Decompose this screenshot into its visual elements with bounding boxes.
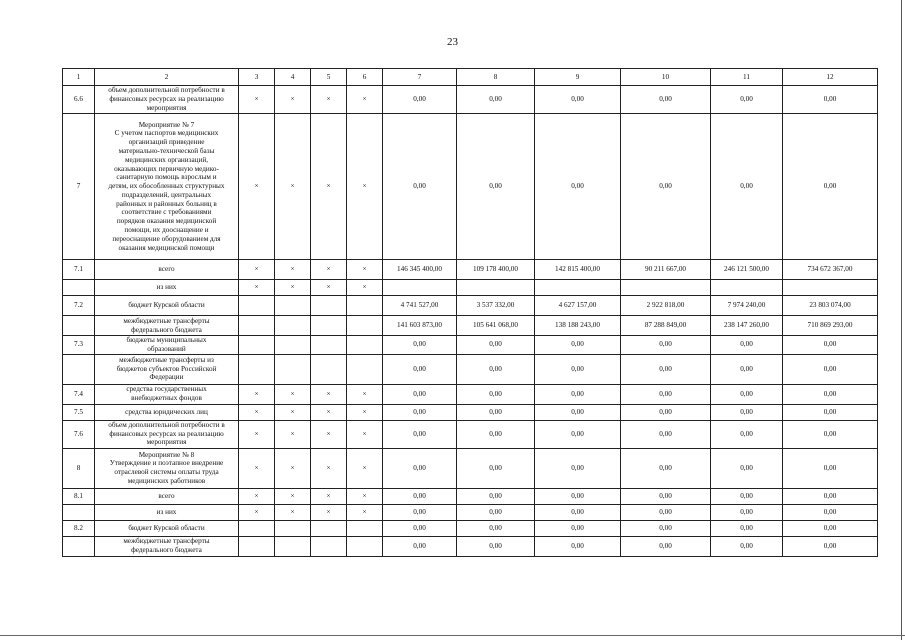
col9-value-cell: 0,00 xyxy=(535,354,621,384)
col12-value-cell: 0,00 xyxy=(783,114,878,260)
col5-cell: × xyxy=(311,404,347,420)
table-row xyxy=(63,280,878,296)
col11-value-cell: 0,00 xyxy=(711,488,783,504)
col5-cell xyxy=(311,354,347,384)
col3-cell: × xyxy=(239,114,275,260)
header-cell: 1 xyxy=(63,69,95,86)
header-cell: 5 xyxy=(311,69,347,86)
col11-value-cell: 246 121 500,00 xyxy=(711,260,783,280)
col4-cell: × xyxy=(275,86,311,114)
col8-value-cell: 0,00 xyxy=(457,420,535,448)
row-number-cell: 7.3 xyxy=(63,336,95,355)
col3-cell xyxy=(239,354,275,384)
col10-value-cell: 0,00 xyxy=(621,114,711,260)
col12-value-cell: 0,00 xyxy=(783,536,878,556)
row-number-cell: 7.6 xyxy=(63,420,95,448)
table-row xyxy=(63,520,878,536)
table-row xyxy=(63,504,878,520)
header-cell: 6 xyxy=(347,69,383,86)
col3-cell: × xyxy=(239,280,275,296)
col10-value-cell: 0,00 xyxy=(621,384,711,404)
col10-value-cell: 0,00 xyxy=(621,404,711,420)
col9-value-cell: 0,00 xyxy=(535,86,621,114)
col8-value-cell: 0,00 xyxy=(457,336,535,355)
table-row xyxy=(63,260,878,280)
col6-cell: × xyxy=(347,404,383,420)
col3-cell: × xyxy=(239,488,275,504)
row-description-cell: всего xyxy=(95,488,239,504)
col8-value-cell: 109 178 400,00 xyxy=(457,260,535,280)
header-cell: 12 xyxy=(783,69,878,86)
col8-value-cell: 0,00 xyxy=(457,488,535,504)
table-row xyxy=(63,488,878,504)
col7-value-cell: 0,00 xyxy=(383,488,457,504)
col11-value-cell: 238 147 260,00 xyxy=(711,316,783,336)
col10-value-cell: 0,00 xyxy=(621,520,711,536)
col12-value-cell xyxy=(783,280,878,296)
col4-cell: × xyxy=(275,260,311,280)
col10-value-cell: 0,00 xyxy=(621,504,711,520)
row-number-cell: 7.5 xyxy=(63,404,95,420)
col6-cell xyxy=(347,520,383,536)
col4-cell: × xyxy=(275,384,311,404)
col8-value-cell: 0,00 xyxy=(457,404,535,420)
col9-value-cell: 0,00 xyxy=(535,420,621,448)
col7-value-cell: 0,00 xyxy=(383,420,457,448)
col5-cell: × xyxy=(311,260,347,280)
col9-value-cell: 138 188 243,00 xyxy=(535,316,621,336)
col3-cell: × xyxy=(239,404,275,420)
col10-value-cell: 0,00 xyxy=(621,448,711,488)
budget-table xyxy=(62,68,878,557)
col4-cell xyxy=(275,316,311,336)
col3-cell xyxy=(239,316,275,336)
col10-value-cell: 0,00 xyxy=(621,536,711,556)
header-cell: 4 xyxy=(275,69,311,86)
table-header-row xyxy=(63,69,878,86)
row-description-cell: всего xyxy=(95,260,239,280)
col6-cell xyxy=(347,336,383,355)
col5-cell: × xyxy=(311,114,347,260)
col11-value-cell: 7 974 240,00 xyxy=(711,296,783,316)
col6-cell xyxy=(347,296,383,316)
col7-value-cell: 0,00 xyxy=(383,448,457,488)
col8-value-cell: 0,00 xyxy=(457,354,535,384)
table-row xyxy=(63,420,878,448)
col7-value-cell xyxy=(383,280,457,296)
table-row xyxy=(63,296,878,316)
col7-value-cell: 146 345 400,00 xyxy=(383,260,457,280)
col12-value-cell: 0,00 xyxy=(783,384,878,404)
col5-cell: × xyxy=(311,420,347,448)
col7-value-cell: 0,00 xyxy=(383,520,457,536)
col8-value-cell: 3 537 332,00 xyxy=(457,296,535,316)
col5-cell: × xyxy=(311,504,347,520)
col12-value-cell: 23 803 074,00 xyxy=(783,296,878,316)
col10-value-cell: 90 211 667,00 xyxy=(621,260,711,280)
header-cell: 8 xyxy=(457,69,535,86)
header-cell: 9 xyxy=(535,69,621,86)
col6-cell xyxy=(347,316,383,336)
col4-cell: × xyxy=(275,488,311,504)
header-cell: 7 xyxy=(383,69,457,86)
row-number-cell: 7.1 xyxy=(63,260,95,280)
col10-value-cell: 0,00 xyxy=(621,420,711,448)
col11-value-cell: 0,00 xyxy=(711,504,783,520)
header-cell: 10 xyxy=(621,69,711,86)
col4-cell: × xyxy=(275,280,311,296)
col11-value-cell xyxy=(711,280,783,296)
col5-cell xyxy=(311,316,347,336)
col6-cell: × xyxy=(347,504,383,520)
col7-value-cell: 0,00 xyxy=(383,114,457,260)
col3-cell xyxy=(239,296,275,316)
col8-value-cell: 0,00 xyxy=(457,86,535,114)
table-row xyxy=(63,384,878,404)
col9-value-cell: 0,00 xyxy=(535,384,621,404)
col6-cell: × xyxy=(347,86,383,114)
row-description-cell: средства юридических лиц xyxy=(95,404,239,420)
row-number-cell: 8.2 xyxy=(63,520,95,536)
row-number-cell: 7.2 xyxy=(63,296,95,316)
row-number-cell xyxy=(63,316,95,336)
col11-value-cell: 0,00 xyxy=(711,114,783,260)
col10-value-cell: 0,00 xyxy=(621,354,711,384)
col4-cell xyxy=(275,354,311,384)
header-cell: 3 xyxy=(239,69,275,86)
row-number-cell xyxy=(63,354,95,384)
col3-cell: × xyxy=(239,384,275,404)
col9-value-cell: 0,00 xyxy=(535,336,621,355)
col9-value-cell: 0,00 xyxy=(535,448,621,488)
col6-cell: × xyxy=(347,488,383,504)
col7-value-cell: 0,00 xyxy=(383,384,457,404)
col9-value-cell: 0,00 xyxy=(535,114,621,260)
col9-value-cell: 142 815 400,00 xyxy=(535,260,621,280)
col12-value-cell: 710 869 293,00 xyxy=(783,316,878,336)
col5-cell xyxy=(311,296,347,316)
col12-value-cell: 0,00 xyxy=(783,420,878,448)
col11-value-cell: 0,00 xyxy=(711,384,783,404)
col12-value-cell: 0,00 xyxy=(783,336,878,355)
row-number-cell: 8.1 xyxy=(63,488,95,504)
col6-cell: × xyxy=(347,280,383,296)
col10-value-cell: 0,00 xyxy=(621,488,711,504)
col12-value-cell: 0,00 xyxy=(783,520,878,536)
row-description-cell: объем дополнительной потребности в финансовых ресурсах на реализацию мероприятия xyxy=(95,86,239,114)
page-edge-right xyxy=(901,0,902,640)
col5-cell: × xyxy=(311,86,347,114)
row-description-cell: объем дополнительной потребности в финансовых ресурсах на реализацию мероприятия xyxy=(95,420,239,448)
col8-value-cell: 105 641 068,00 xyxy=(457,316,535,336)
col3-cell xyxy=(239,520,275,536)
row-description-cell: бюджеты муниципальных образований xyxy=(95,336,239,355)
col5-cell xyxy=(311,336,347,355)
col8-value-cell: 0,00 xyxy=(457,520,535,536)
col7-value-cell: 0,00 xyxy=(383,336,457,355)
row-number-cell: 8 xyxy=(63,448,95,488)
col8-value-cell: 0,00 xyxy=(457,114,535,260)
col4-cell xyxy=(275,520,311,536)
col4-cell: × xyxy=(275,114,311,260)
col11-value-cell: 0,00 xyxy=(711,404,783,420)
col9-value-cell: 0,00 xyxy=(535,504,621,520)
row-number-cell xyxy=(63,536,95,556)
col7-value-cell: 4 741 527,00 xyxy=(383,296,457,316)
col8-value-cell xyxy=(457,280,535,296)
col4-cell xyxy=(275,536,311,556)
row-number-cell: 7 xyxy=(63,114,95,260)
col7-value-cell: 0,00 xyxy=(383,404,457,420)
col6-cell: × xyxy=(347,114,383,260)
col4-cell: × xyxy=(275,404,311,420)
col12-value-cell: 0,00 xyxy=(783,488,878,504)
table-row xyxy=(63,316,878,336)
col4-cell xyxy=(275,336,311,355)
col3-cell: × xyxy=(239,420,275,448)
col9-value-cell: 0,00 xyxy=(535,404,621,420)
col3-cell: × xyxy=(239,260,275,280)
col4-cell: × xyxy=(275,420,311,448)
col5-cell xyxy=(311,520,347,536)
row-description-cell: межбюджетные трансферты из бюджетов субъектов Российской Федерации xyxy=(95,354,239,384)
col12-value-cell: 0,00 xyxy=(783,86,878,114)
row-number-cell xyxy=(63,280,95,296)
col9-value-cell: 4 627 157,00 xyxy=(535,296,621,316)
col4-cell: × xyxy=(275,448,311,488)
col7-value-cell: 0,00 xyxy=(383,86,457,114)
col6-cell: × xyxy=(347,420,383,448)
col9-value-cell: 0,00 xyxy=(535,520,621,536)
col9-value-cell: 0,00 xyxy=(535,488,621,504)
table-body xyxy=(63,86,878,557)
col6-cell xyxy=(347,354,383,384)
col10-value-cell: 87 288 849,00 xyxy=(621,316,711,336)
col10-value-cell: 0,00 xyxy=(621,336,711,355)
col11-value-cell: 0,00 xyxy=(711,86,783,114)
col11-value-cell: 0,00 xyxy=(711,336,783,355)
col3-cell xyxy=(239,336,275,355)
col10-value-cell: 2 922 818,00 xyxy=(621,296,711,316)
col3-cell: × xyxy=(239,448,275,488)
row-description-cell: Мероприятие № 7 С учетом паспортов медицинских организаций приведение материально-технической базы медицинских организаций, оказывающих первичную медико- санитарную помощь взрослым и детям, их обособленных структурных подразделений, центральных районных и районных больниц в соответствие с требованиями порядков оказания медицинской помощи, их дооснащение и переоснащение оборудованием для оказания медицинской помощи xyxy=(95,114,239,260)
col11-value-cell: 0,00 xyxy=(711,520,783,536)
col5-cell: × xyxy=(311,488,347,504)
row-description-cell: межбюджетные трансферты федерального бюджета xyxy=(95,536,239,556)
table-row xyxy=(63,536,878,556)
col3-cell: × xyxy=(239,86,275,114)
col9-value-cell xyxy=(535,280,621,296)
col7-value-cell: 0,00 xyxy=(383,354,457,384)
col11-value-cell: 0,00 xyxy=(711,354,783,384)
col12-value-cell: 0,00 xyxy=(783,354,878,384)
col12-value-cell: 0,00 xyxy=(783,504,878,520)
header-cell: 11 xyxy=(711,69,783,86)
col11-value-cell: 0,00 xyxy=(711,536,783,556)
col5-cell: × xyxy=(311,280,347,296)
col3-cell: × xyxy=(239,504,275,520)
row-description-cell: бюджет Курской области xyxy=(95,520,239,536)
row-description-cell: из них xyxy=(95,504,239,520)
col10-value-cell xyxy=(621,280,711,296)
col10-value-cell: 0,00 xyxy=(621,86,711,114)
col6-cell: × xyxy=(347,260,383,280)
row-description-cell: межбюджетные трансферты федерального бюджета xyxy=(95,316,239,336)
page-number: 23 xyxy=(447,36,458,48)
col6-cell xyxy=(347,536,383,556)
col8-value-cell: 0,00 xyxy=(457,504,535,520)
col4-cell xyxy=(275,296,311,316)
col7-value-cell: 0,00 xyxy=(383,504,457,520)
page-edge-bottom xyxy=(0,635,905,636)
row-number-cell xyxy=(63,504,95,520)
col11-value-cell: 0,00 xyxy=(711,420,783,448)
col7-value-cell: 141 603 873,00 xyxy=(383,316,457,336)
col7-value-cell: 0,00 xyxy=(383,536,457,556)
table-row xyxy=(63,86,878,114)
col8-value-cell: 0,00 xyxy=(457,448,535,488)
row-description-cell: из них xyxy=(95,280,239,296)
col6-cell: × xyxy=(347,448,383,488)
col11-value-cell: 0,00 xyxy=(711,448,783,488)
col12-value-cell: 0,00 xyxy=(783,448,878,488)
col8-value-cell: 0,00 xyxy=(457,536,535,556)
row-number-cell: 6.6 xyxy=(63,86,95,114)
col5-cell xyxy=(311,536,347,556)
col8-value-cell: 0,00 xyxy=(457,384,535,404)
col6-cell: × xyxy=(347,384,383,404)
row-description-cell: средства государственных внебюджетных фондов xyxy=(95,384,239,404)
table-row xyxy=(63,114,878,260)
col5-cell: × xyxy=(311,384,347,404)
table-row xyxy=(63,336,878,355)
col12-value-cell: 0,00 xyxy=(783,404,878,420)
row-description-cell: Мероприятие № 8 Утверждение и поэтапное внедрение отраслевой системы оплаты труда медицинских работников xyxy=(95,448,239,488)
col12-value-cell: 734 672 367,00 xyxy=(783,260,878,280)
col4-cell: × xyxy=(275,504,311,520)
row-description-cell: бюджет Курской области xyxy=(95,296,239,316)
table-row xyxy=(63,448,878,488)
col5-cell: × xyxy=(311,448,347,488)
table-row xyxy=(63,404,878,420)
row-number-cell: 7.4 xyxy=(63,384,95,404)
table-row xyxy=(63,354,878,384)
header-cell: 2 xyxy=(95,69,239,86)
col9-value-cell: 0,00 xyxy=(535,536,621,556)
col3-cell xyxy=(239,536,275,556)
